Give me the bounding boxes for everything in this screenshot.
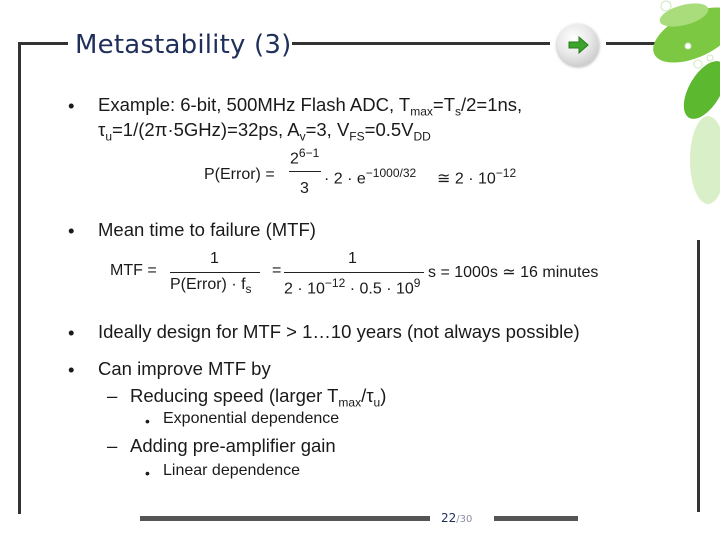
bullet-marker: • — [68, 322, 75, 343]
slide-title: Metastability (3) — [75, 30, 292, 60]
bullet-marker: • — [68, 95, 75, 116]
dash-marker: – — [107, 385, 118, 406]
equation-mtf-fraction-bar2 — [284, 272, 424, 273]
equation-mtf-den2: $2 \cdot 10^{-12} \cdot 0.5 \cdot 10^9$ — [284, 276, 421, 298]
sub-sub-item-linear: Linear dependence — [163, 462, 301, 479]
footer-line-left — [140, 516, 430, 521]
equation-mtf-den1: P(Error) · $f_s$ — [170, 276, 252, 297]
equation-mtf-equals: = — [272, 262, 282, 279]
equation-perror-numerator: $2^{6-1}$ — [290, 146, 320, 168]
equation-mtf-lhs: MTF = — [110, 262, 157, 279]
bullet-design-goal: Ideally design for MTF > 1…10 years (not always possible) — [98, 321, 580, 342]
equation-perror-exp-term: · $2 \cdot e^{-1000/32}$ — [324, 166, 417, 188]
dot-marker: • — [145, 465, 150, 481]
sub-sub-item-exponential: Exponential dependence — [163, 410, 340, 427]
equation-mtf-fraction-bar1 — [170, 272, 260, 273]
bullet-marker: • — [68, 359, 75, 380]
sub-item-reduce-speed: Reducing speed (larger $T_{max}/\tau_u$) — [130, 385, 387, 410]
bullet-mtf: Mean time to failure (MTF) — [98, 219, 316, 240]
equation-perror-denominator: 3 — [300, 180, 309, 197]
sub-item-preamp-gain: Adding pre-amplifier gain — [130, 435, 336, 456]
bullet-improve-mtf: Can improve MTF by — [98, 358, 271, 379]
bullet-example-line2: $\tau_u=1/(2\pi\cdot 5GHz)=32ps$, $A_v=3$, $V_{FS}=0.5V_{DD}$ — [98, 119, 431, 144]
equation-mtf-result: s = 1000s ≃ 16 minutes — [428, 264, 599, 281]
equation-mtf-num1: 1 — [210, 250, 219, 267]
page-current: 22 — [441, 511, 457, 525]
dash-marker: – — [107, 435, 118, 456]
bullet-marker: • — [68, 220, 75, 241]
page-number — [441, 511, 472, 525]
footer-line-right — [494, 516, 578, 521]
equation-perror-fraction-bar — [289, 171, 321, 172]
equation-perror-lhs: P(Error) = — [204, 166, 275, 183]
dot-marker: • — [145, 413, 150, 429]
page-total: /30 — [456, 514, 473, 525]
equation-perror-result: ≅ $2 \cdot 10^{-12}$ — [437, 166, 517, 188]
bullet-example-line1: Example: 6-bit, 500MHz Flash ADC, $T_{max}=T_s/2=1ns$, — [98, 94, 523, 119]
equation-mtf-num2: 1 — [348, 250, 357, 267]
